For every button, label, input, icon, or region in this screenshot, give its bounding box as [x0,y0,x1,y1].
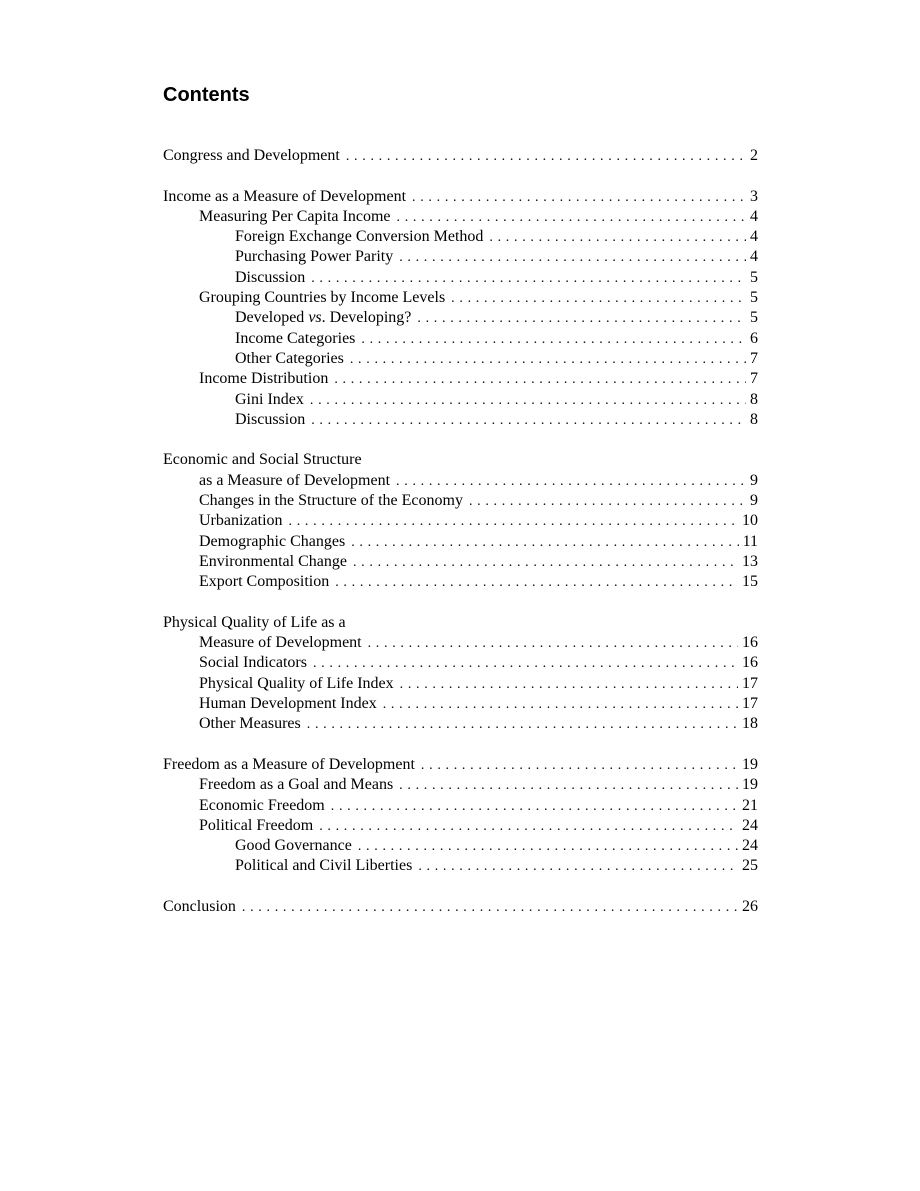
toc-page-number: 5 [750,309,758,327]
toc-entry[interactable] [163,308,758,328]
toc-entry-title: Discussion [235,268,306,286]
toc-page-number: 26 [742,897,758,915]
toc-entry[interactable] [163,674,758,694]
dot-leader [353,553,738,573]
toc-page-number: 17 [742,674,758,692]
toc-entry-title: Freedom as a Goal and Means [199,776,394,794]
toc-entry-title: Economic and Social Structure [163,451,362,469]
dot-leader [451,289,746,309]
toc-entry[interactable] [163,491,758,511]
toc-entry-title: Freedom as a Measure of Development [163,755,415,773]
dot-leader [334,370,746,390]
toc-entry[interactable] [163,613,758,633]
toc-entry[interactable] [163,532,758,552]
toc-entry-title: Gini Index [235,390,304,408]
toc-page-number: 25 [742,857,758,875]
dot-leader [346,147,746,167]
toc-entry-title: Measure of Development [199,634,362,652]
toc-entry-title: Social Indicators [199,654,307,672]
dot-leader [396,472,746,492]
toc-page-number: 10 [742,512,758,530]
toc-entry[interactable] [163,288,758,308]
dot-leader [399,776,738,796]
toc-entry[interactable] [163,796,758,816]
dot-leader [412,188,746,208]
toc-entry[interactable] [163,207,758,227]
toc-entry[interactable] [163,187,758,207]
toc-page-number: 3 [750,187,758,205]
toc-entry[interactable] [163,390,758,410]
toc-entry-title: Political Freedom [199,816,314,834]
toc-page-number: 5 [750,268,758,286]
dot-leader [311,411,746,431]
toc-entry[interactable] [163,836,758,856]
dot-leader [307,715,738,735]
dot-leader [358,837,738,857]
toc-entry-title-part: Developed [235,309,309,327]
toc-entry-title: Changes in the Structure of the Economy [199,492,463,510]
toc-entry-title-part: . Developing? [321,309,412,327]
toc-entry[interactable] [163,897,758,917]
toc-entry[interactable] [163,816,758,836]
toc-entry[interactable] [163,714,758,734]
toc-page-number: 4 [750,248,758,266]
toc-entry-title: Measuring Per Capita Income [199,207,391,225]
toc-entry-title: Income as a Measure of Development [163,187,407,205]
toc-entry[interactable] [163,268,758,288]
toc-entry-title: Physical Quality of Life Index [199,674,394,692]
dot-leader [351,533,738,553]
toc-entry[interactable] [163,349,758,369]
dot-leader [383,695,738,715]
dot-leader [400,675,738,695]
toc-page-number: 4 [750,228,758,246]
dot-leader [361,330,746,350]
toc-entry-title: Economic Freedom [199,796,325,814]
toc-entry[interactable] [163,856,758,876]
dot-leader [421,756,738,776]
toc-page-number: 6 [750,329,758,347]
toc-entry-title: Grouping Countries by Income Levels [199,289,446,307]
table-of-contents [163,146,758,917]
toc-entry-title: Congress and Development [163,147,340,164]
toc-entry[interactable] [163,653,758,673]
dot-leader [242,898,738,918]
toc-page-number: 24 [742,837,758,855]
toc-entry[interactable] [163,329,758,349]
toc-page-number: 19 [742,755,758,773]
toc-entry[interactable] [163,694,758,714]
toc-page-number: 16 [742,634,758,652]
toc-entry[interactable] [163,511,758,531]
toc-entry-title: Political and Civil Liberties [235,857,413,875]
toc-page-number: 15 [742,573,758,591]
toc-page-number: 8 [750,410,758,428]
toc-entry[interactable] [163,410,758,430]
dot-leader [469,492,746,512]
toc-entry[interactable] [163,247,758,267]
toc-entry-title: Physical Quality of Life as a [163,613,346,631]
toc-page-number: 8 [750,390,758,408]
page-title: Contents [163,84,250,106]
toc-entry-title: Environmental Change [199,552,347,570]
toc-entry-title: Other Measures [199,715,301,733]
toc-entry[interactable] [163,552,758,572]
toc-entry-title: Income Distribution [199,370,329,388]
toc-entry-title: Human Development Index [199,695,377,713]
toc-entry-title: Discussion [235,410,306,428]
toc-page-number: 7 [750,349,758,367]
toc-page-number: 9 [750,471,758,489]
dot-leader [319,817,738,837]
dot-leader [313,654,738,674]
dot-leader [418,857,738,877]
toc-entry[interactable] [163,369,758,389]
toc-page-number: 4 [750,207,758,225]
toc-page-number: 13 [742,552,758,570]
toc-entry[interactable] [163,471,758,491]
toc-page-number: 7 [750,370,758,388]
toc-entry-title: Demographic Changes [199,532,346,550]
toc-page-number: 5 [750,289,758,307]
toc-entry-title: Conclusion [163,897,236,915]
toc-page-number: 16 [742,654,758,672]
toc-entry-title: Good Governance [235,837,352,855]
dot-leader [331,797,738,817]
toc-entry[interactable] [163,227,758,247]
toc-entry[interactable] [163,775,758,795]
toc-page-number: 19 [742,776,758,794]
toc-entry-title: Income Categories [235,329,356,347]
dot-leader [335,573,738,593]
toc-page-number: 9 [750,492,758,510]
dot-leader [310,391,746,411]
dot-leader [399,248,746,268]
toc-entry-title: Urbanization [199,512,283,530]
toc-entry[interactable] [163,755,758,775]
toc-entry-title [235,308,411,328]
dot-leader [289,512,738,532]
toc-entry[interactable] [163,146,758,166]
toc-entry-title: Foreign Exchange Conversion Method [235,228,484,246]
toc-page-number: 21 [742,796,758,814]
toc-page-number: 11 [742,532,758,550]
dot-leader [350,350,746,370]
dot-leader [397,208,747,228]
toc-entry-title: Export Composition [199,573,330,591]
dot-leader [417,309,746,329]
dot-leader [311,269,746,289]
toc-entry[interactable] [163,633,758,653]
toc-page-number: 24 [742,816,758,834]
toc-page-number: 2 [750,147,758,164]
toc-entry-title: as a Measure of Development [199,471,391,489]
toc-entry-title: Other Categories [235,349,344,367]
toc-entry-title-italic: vs [308,309,322,327]
toc-entry[interactable] [163,572,758,592]
toc-entry[interactable] [163,450,758,470]
toc-entry-title: Purchasing Power Parity [235,248,394,266]
dot-leader [489,228,746,248]
toc-page-number: 17 [742,695,758,713]
dot-leader [368,634,738,654]
toc-page-number: 18 [742,715,758,733]
